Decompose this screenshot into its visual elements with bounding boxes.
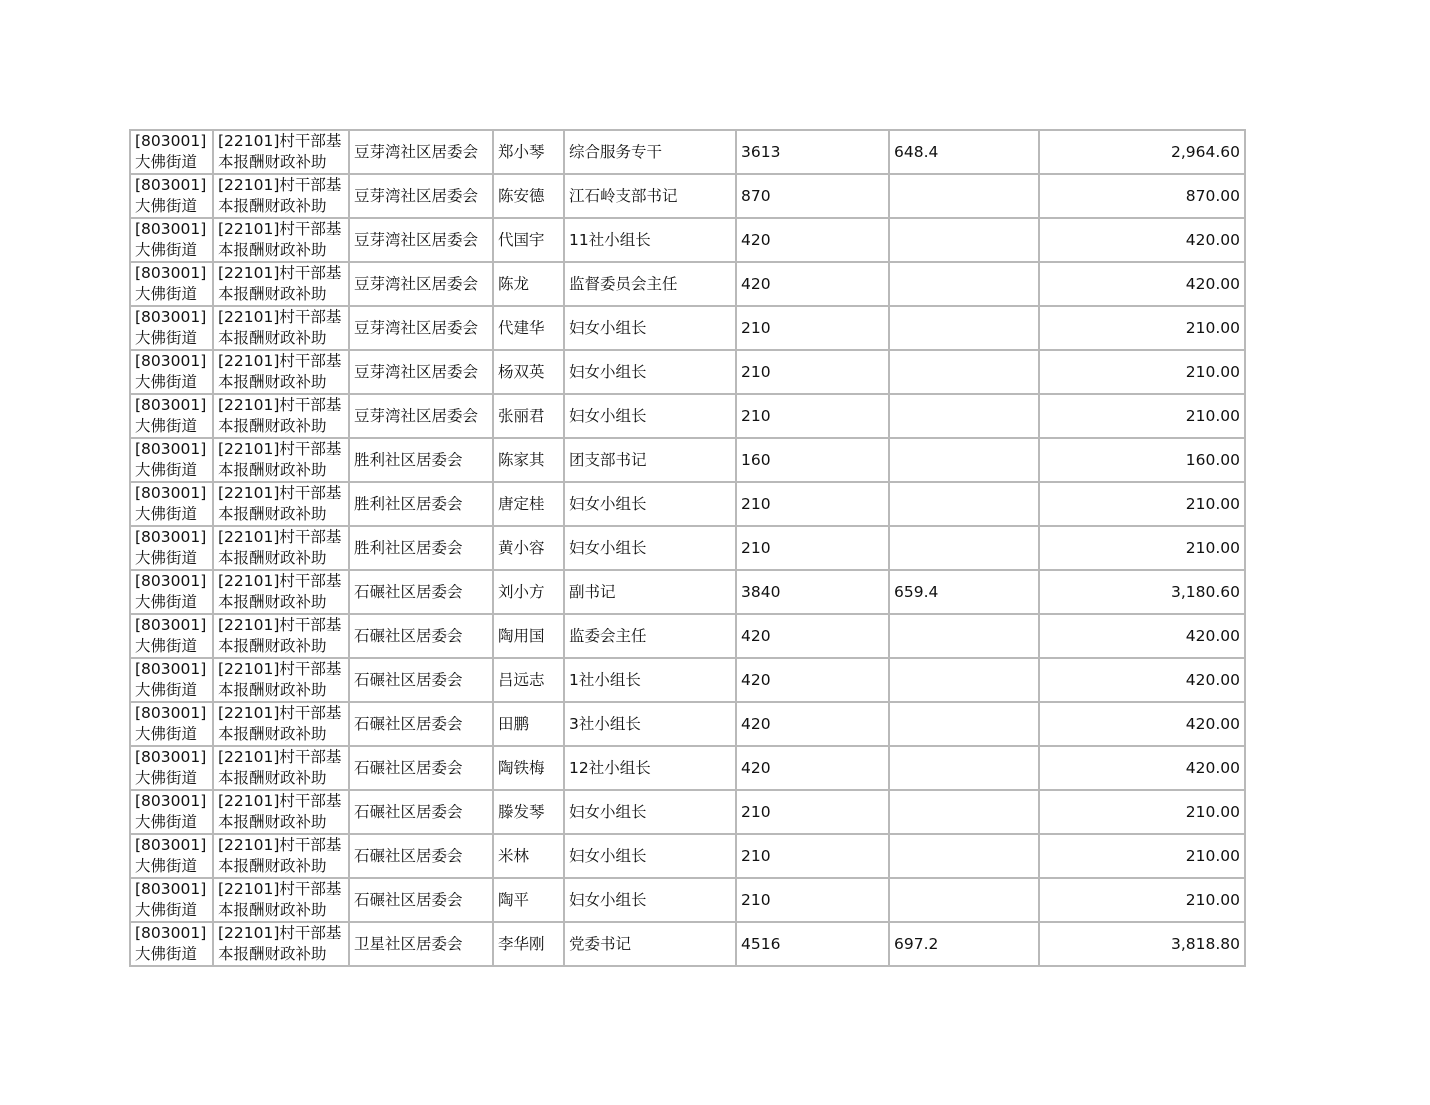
total-cell: 210.00 <box>1039 790 1245 834</box>
unit-cell-unit-code: [803001] <box>135 132 207 150</box>
amount-cell: 420 <box>736 218 889 262</box>
table-row <box>130 174 1245 218</box>
deduction-cell <box>889 526 1039 570</box>
unit-cell <box>130 438 213 482</box>
item-cell-item-code: [22101]村干部基 <box>218 704 342 722</box>
table-row <box>130 350 1245 394</box>
item-cell <box>213 526 349 570</box>
unit-cell-unit-name: 大佛街道 <box>135 593 198 611</box>
payroll-table <box>129 129 1246 967</box>
community-cell: 石碾社区居委会 <box>349 570 493 614</box>
item-cell-item-name: 本报酬财政补助 <box>218 417 327 435</box>
community-cell: 豆芽湾社区居委会 <box>349 174 493 218</box>
name-cell: 代国宇 <box>493 218 564 262</box>
deduction-cell <box>889 218 1039 262</box>
total-cell: 3,180.60 <box>1039 570 1245 614</box>
unit-cell-unit-name: 大佛街道 <box>135 505 198 523</box>
name-cell: 杨双英 <box>493 350 564 394</box>
table-row <box>130 130 1245 174</box>
unit-cell-unit-name: 大佛街道 <box>135 461 198 479</box>
position-cell: 综合服务专干 <box>564 130 736 174</box>
item-cell-item-code: [22101]村干部基 <box>218 792 342 810</box>
unit-cell-unit-code: [803001] <box>135 880 207 898</box>
deduction-cell <box>889 702 1039 746</box>
community-cell: 石碾社区居委会 <box>349 834 493 878</box>
unit-cell <box>130 482 213 526</box>
unit-cell <box>130 350 213 394</box>
table-row <box>130 570 1245 614</box>
unit-cell-unit-code: [803001] <box>135 484 207 502</box>
unit-cell-unit-code: [803001] <box>135 396 207 414</box>
item-cell-item-name: 本报酬财政补助 <box>218 241 327 259</box>
name-cell: 李华刚 <box>493 922 564 966</box>
table-row <box>130 526 1245 570</box>
position-cell: 妇女小组长 <box>564 878 736 922</box>
item-cell-item-name: 本报酬财政补助 <box>218 329 327 347</box>
position-cell: 妇女小组长 <box>564 350 736 394</box>
unit-cell-unit-name: 大佛街道 <box>135 945 198 963</box>
name-cell: 滕发琴 <box>493 790 564 834</box>
amount-cell: 420 <box>736 262 889 306</box>
item-cell-item-code: [22101]村干部基 <box>218 924 342 942</box>
item-cell-item-name: 本报酬财政补助 <box>218 725 327 743</box>
unit-cell-unit-name: 大佛街道 <box>135 857 198 875</box>
amount-cell: 420 <box>736 614 889 658</box>
unit-cell <box>130 834 213 878</box>
item-cell-item-code: [22101]村干部基 <box>218 264 342 282</box>
unit-cell <box>130 218 213 262</box>
position-cell: 妇女小组长 <box>564 790 736 834</box>
community-cell: 豆芽湾社区居委会 <box>349 130 493 174</box>
total-cell: 210.00 <box>1039 878 1245 922</box>
name-cell: 黄小容 <box>493 526 564 570</box>
deduction-cell <box>889 174 1039 218</box>
unit-cell-unit-code: [803001] <box>135 616 207 634</box>
unit-cell <box>130 262 213 306</box>
unit-cell <box>130 746 213 790</box>
amount-cell: 210 <box>736 834 889 878</box>
deduction-cell: 659.4 <box>889 570 1039 614</box>
item-cell <box>213 746 349 790</box>
name-cell: 陈家其 <box>493 438 564 482</box>
item-cell-item-name: 本报酬财政补助 <box>218 197 327 215</box>
item-cell <box>213 130 349 174</box>
item-cell <box>213 218 349 262</box>
total-cell: 210.00 <box>1039 306 1245 350</box>
amount-cell: 210 <box>736 306 889 350</box>
position-cell: 妇女小组长 <box>564 306 736 350</box>
unit-cell-unit-code: [803001] <box>135 220 207 238</box>
item-cell-item-code: [22101]村干部基 <box>218 220 342 238</box>
community-cell: 石碾社区居委会 <box>349 790 493 834</box>
item-cell-item-code: [22101]村干部基 <box>218 352 342 370</box>
community-cell: 石碾社区居委会 <box>349 702 493 746</box>
unit-cell-unit-code: [803001] <box>135 836 207 854</box>
unit-cell-unit-code: [803001] <box>135 704 207 722</box>
unit-cell <box>130 570 213 614</box>
item-cell-item-code: [22101]村干部基 <box>218 308 342 326</box>
total-cell: 160.00 <box>1039 438 1245 482</box>
table-row <box>130 790 1245 834</box>
item-cell-item-name: 本报酬财政补助 <box>218 637 327 655</box>
unit-cell-unit-name: 大佛街道 <box>135 681 198 699</box>
community-cell: 豆芽湾社区居委会 <box>349 394 493 438</box>
unit-cell-unit-name: 大佛街道 <box>135 637 198 655</box>
unit-cell-unit-name: 大佛街道 <box>135 901 198 919</box>
name-cell: 唐定桂 <box>493 482 564 526</box>
total-cell: 3,818.80 <box>1039 922 1245 966</box>
name-cell: 陈龙 <box>493 262 564 306</box>
table-body <box>130 130 1245 966</box>
name-cell: 田鹏 <box>493 702 564 746</box>
community-cell: 胜利社区居委会 <box>349 482 493 526</box>
unit-cell <box>130 306 213 350</box>
unit-cell-unit-name: 大佛街道 <box>135 197 198 215</box>
deduction-cell <box>889 878 1039 922</box>
item-cell <box>213 570 349 614</box>
deduction-cell: 648.4 <box>889 130 1039 174</box>
name-cell: 刘小方 <box>493 570 564 614</box>
position-cell: 监委会主任 <box>564 614 736 658</box>
unit-cell-unit-code: [803001] <box>135 660 207 678</box>
unit-cell-unit-name: 大佛街道 <box>135 813 198 831</box>
amount-cell: 870 <box>736 174 889 218</box>
item-cell <box>213 878 349 922</box>
unit-cell <box>130 658 213 702</box>
amount-cell: 4516 <box>736 922 889 966</box>
community-cell: 胜利社区居委会 <box>349 526 493 570</box>
total-cell: 420.00 <box>1039 746 1245 790</box>
unit-cell-unit-code: [803001] <box>135 176 207 194</box>
name-cell: 米林 <box>493 834 564 878</box>
position-cell: 团支部书记 <box>564 438 736 482</box>
community-cell: 石碾社区居委会 <box>349 746 493 790</box>
table-row <box>130 438 1245 482</box>
deduction-cell <box>889 746 1039 790</box>
total-cell: 210.00 <box>1039 526 1245 570</box>
amount-cell: 210 <box>736 790 889 834</box>
amount-cell: 420 <box>736 746 889 790</box>
total-cell: 420.00 <box>1039 702 1245 746</box>
total-cell: 420.00 <box>1039 658 1245 702</box>
item-cell <box>213 482 349 526</box>
deduction-cell <box>889 306 1039 350</box>
amount-cell: 210 <box>736 878 889 922</box>
unit-cell <box>130 614 213 658</box>
item-cell-item-name: 本报酬财政补助 <box>218 945 327 963</box>
item-cell-item-name: 本报酬财政补助 <box>218 813 327 831</box>
community-cell: 石碾社区居委会 <box>349 658 493 702</box>
item-cell-item-name: 本报酬财政补助 <box>218 373 327 391</box>
unit-cell-unit-name: 大佛街道 <box>135 373 198 391</box>
community-cell: 豆芽湾社区居委会 <box>349 350 493 394</box>
name-cell: 陶铁梅 <box>493 746 564 790</box>
position-cell: 党委书记 <box>564 922 736 966</box>
community-cell: 石碾社区居委会 <box>349 878 493 922</box>
name-cell: 张丽君 <box>493 394 564 438</box>
unit-cell-unit-name: 大佛街道 <box>135 285 198 303</box>
item-cell-item-code: [22101]村干部基 <box>218 440 342 458</box>
deduction-cell <box>889 350 1039 394</box>
position-cell: 3社小组长 <box>564 702 736 746</box>
deduction-cell <box>889 614 1039 658</box>
item-cell-item-code: [22101]村干部基 <box>218 880 342 898</box>
unit-cell <box>130 878 213 922</box>
table-row <box>130 834 1245 878</box>
item-cell <box>213 658 349 702</box>
deduction-cell: 697.2 <box>889 922 1039 966</box>
total-cell: 210.00 <box>1039 394 1245 438</box>
unit-cell <box>130 702 213 746</box>
item-cell-item-code: [22101]村干部基 <box>218 748 342 766</box>
community-cell: 豆芽湾社区居委会 <box>349 218 493 262</box>
table-row <box>130 746 1245 790</box>
unit-cell-unit-name: 大佛街道 <box>135 153 198 171</box>
item-cell-item-code: [22101]村干部基 <box>218 396 342 414</box>
deduction-cell <box>889 790 1039 834</box>
total-cell: 2,964.60 <box>1039 130 1245 174</box>
item-cell <box>213 790 349 834</box>
unit-cell-unit-code: [803001] <box>135 352 207 370</box>
unit-cell-unit-name: 大佛街道 <box>135 769 198 787</box>
item-cell-item-code: [22101]村干部基 <box>218 572 342 590</box>
total-cell: 870.00 <box>1039 174 1245 218</box>
position-cell: 12社小组长 <box>564 746 736 790</box>
table-row <box>130 306 1245 350</box>
amount-cell: 210 <box>736 350 889 394</box>
table-row <box>130 218 1245 262</box>
item-cell-item-name: 本报酬财政补助 <box>218 549 327 567</box>
amount-cell: 3613 <box>736 130 889 174</box>
unit-cell-unit-name: 大佛街道 <box>135 329 198 347</box>
unit-cell <box>130 922 213 966</box>
unit-cell-unit-code: [803001] <box>135 528 207 546</box>
position-cell: 江石岭支部书记 <box>564 174 736 218</box>
table-row <box>130 922 1245 966</box>
table-row <box>130 658 1245 702</box>
unit-cell-unit-code: [803001] <box>135 440 207 458</box>
total-cell: 210.00 <box>1039 482 1245 526</box>
community-cell: 胜利社区居委会 <box>349 438 493 482</box>
item-cell <box>213 174 349 218</box>
item-cell <box>213 306 349 350</box>
total-cell: 420.00 <box>1039 614 1245 658</box>
community-cell: 石碾社区居委会 <box>349 614 493 658</box>
item-cell-item-name: 本报酬财政补助 <box>218 461 327 479</box>
community-cell: 豆芽湾社区居委会 <box>349 306 493 350</box>
amount-cell: 3840 <box>736 570 889 614</box>
table-row <box>130 614 1245 658</box>
unit-cell-unit-code: [803001] <box>135 748 207 766</box>
item-cell-item-name: 本报酬财政补助 <box>218 769 327 787</box>
position-cell: 妇女小组长 <box>564 526 736 570</box>
community-cell: 卫星社区居委会 <box>349 922 493 966</box>
name-cell: 郑小琴 <box>493 130 564 174</box>
item-cell <box>213 394 349 438</box>
table-row <box>130 482 1245 526</box>
item-cell-item-name: 本报酬财政补助 <box>218 681 327 699</box>
deduction-cell <box>889 658 1039 702</box>
unit-cell <box>130 526 213 570</box>
item-cell-item-name: 本报酬财政补助 <box>218 285 327 303</box>
total-cell: 420.00 <box>1039 262 1245 306</box>
position-cell: 妇女小组长 <box>564 834 736 878</box>
unit-cell-unit-name: 大佛街道 <box>135 549 198 567</box>
unit-cell <box>130 790 213 834</box>
name-cell: 陶用国 <box>493 614 564 658</box>
total-cell: 210.00 <box>1039 350 1245 394</box>
unit-cell <box>130 174 213 218</box>
item-cell-item-code: [22101]村干部基 <box>218 616 342 634</box>
item-cell <box>213 614 349 658</box>
table-row <box>130 262 1245 306</box>
item-cell-item-code: [22101]村干部基 <box>218 836 342 854</box>
table-row <box>130 878 1245 922</box>
item-cell <box>213 922 349 966</box>
unit-cell-unit-name: 大佛街道 <box>135 417 198 435</box>
deduction-cell <box>889 262 1039 306</box>
name-cell: 吕远志 <box>493 658 564 702</box>
total-cell: 420.00 <box>1039 218 1245 262</box>
name-cell: 代建华 <box>493 306 564 350</box>
table-row <box>130 394 1245 438</box>
amount-cell: 210 <box>736 394 889 438</box>
item-cell <box>213 834 349 878</box>
item-cell <box>213 350 349 394</box>
unit-cell-unit-code: [803001] <box>135 264 207 282</box>
item-cell-item-name: 本报酬财政补助 <box>218 505 327 523</box>
position-cell: 11社小组长 <box>564 218 736 262</box>
name-cell: 陶平 <box>493 878 564 922</box>
item-cell-item-name: 本报酬财政补助 <box>218 153 327 171</box>
position-cell: 监督委员会主任 <box>564 262 736 306</box>
unit-cell-unit-name: 大佛街道 <box>135 241 198 259</box>
item-cell-item-code: [22101]村干部基 <box>218 132 342 150</box>
total-cell: 210.00 <box>1039 834 1245 878</box>
unit-cell-unit-name: 大佛街道 <box>135 725 198 743</box>
name-cell: 陈安德 <box>493 174 564 218</box>
unit-cell <box>130 394 213 438</box>
unit-cell-unit-code: [803001] <box>135 572 207 590</box>
item-cell-item-code: [22101]村干部基 <box>218 528 342 546</box>
deduction-cell <box>889 834 1039 878</box>
position-cell: 妇女小组长 <box>564 482 736 526</box>
position-cell: 妇女小组长 <box>564 394 736 438</box>
amount-cell: 420 <box>736 702 889 746</box>
position-cell: 副书记 <box>564 570 736 614</box>
unit-cell <box>130 130 213 174</box>
item-cell <box>213 438 349 482</box>
amount-cell: 210 <box>736 482 889 526</box>
item-cell <box>213 262 349 306</box>
item-cell-item-code: [22101]村干部基 <box>218 176 342 194</box>
unit-cell-unit-code: [803001] <box>135 792 207 810</box>
item-cell-item-name: 本报酬财政补助 <box>218 593 327 611</box>
amount-cell: 160 <box>736 438 889 482</box>
deduction-cell <box>889 482 1039 526</box>
item-cell-item-code: [22101]村干部基 <box>218 660 342 678</box>
item-cell-item-code: [22101]村干部基 <box>218 484 342 502</box>
amount-cell: 210 <box>736 526 889 570</box>
deduction-cell <box>889 438 1039 482</box>
unit-cell-unit-code: [803001] <box>135 308 207 326</box>
position-cell: 1社小组长 <box>564 658 736 702</box>
deduction-cell <box>889 394 1039 438</box>
item-cell <box>213 702 349 746</box>
community-cell: 豆芽湾社区居委会 <box>349 262 493 306</box>
table-row <box>130 702 1245 746</box>
unit-cell-unit-code: [803001] <box>135 924 207 942</box>
item-cell-item-name: 本报酬财政补助 <box>218 857 327 875</box>
amount-cell: 420 <box>736 658 889 702</box>
item-cell-item-name: 本报酬财政补助 <box>218 901 327 919</box>
